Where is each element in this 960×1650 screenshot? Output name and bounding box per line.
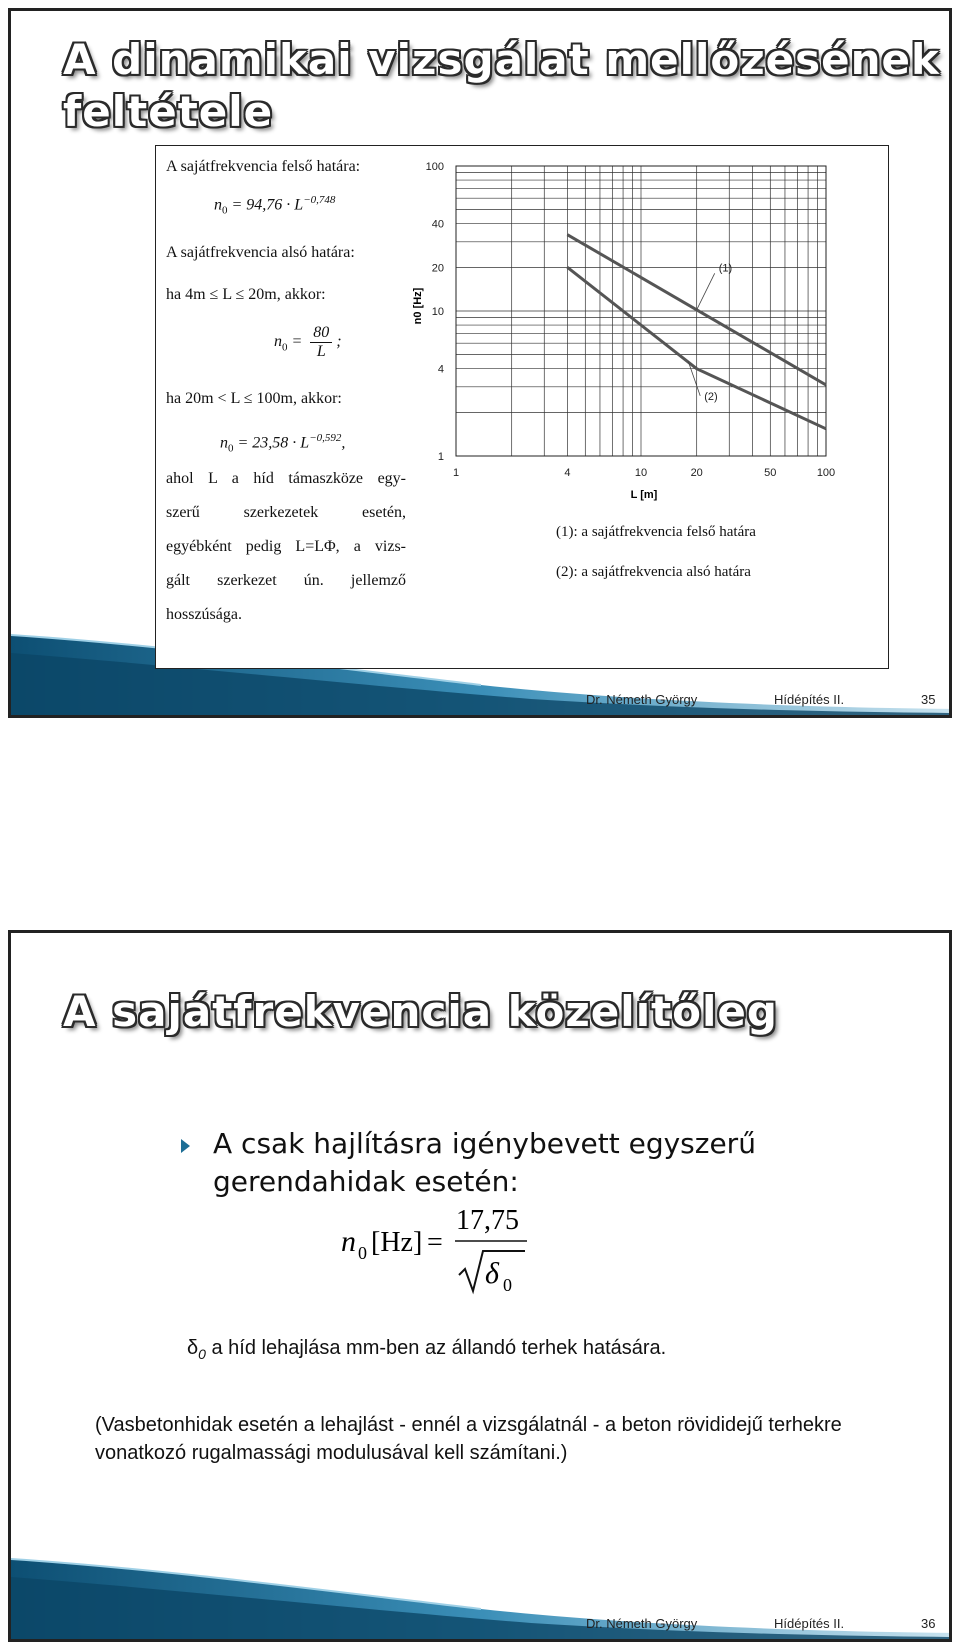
explanation-line-5: hosszúsága. [166, 606, 242, 623]
footer-course: Hídépítés II. [774, 1616, 845, 1631]
condition-1: ha 4m ≤ L ≤ 20m, akkor: [166, 286, 326, 303]
bullet-arrow-icon [181, 1139, 190, 1153]
y-tick-label: 100 [425, 161, 444, 173]
explanation-line-3: egyébként pedig L=LΦ, a vizs- [166, 538, 406, 555]
legend-entry-2: (2): a sajátfrekvencia alsó határa [556, 564, 751, 580]
svg-text:0: 0 [358, 1243, 367, 1263]
footer-page-number: 35 [921, 692, 936, 707]
upper-limit-label: A sajátfrekvencia felső határa: [166, 158, 361, 175]
y-axis-label: n0 [Hz] [412, 287, 424, 325]
slide-title-line2: feltétele [63, 87, 274, 136]
y-tick-label: 40 [431, 218, 444, 231]
footer-page-number: 36 [921, 1616, 936, 1631]
footer-author: Dr. Németh György [586, 1616, 698, 1631]
svg-text:=: = [427, 1227, 443, 1258]
series-1-callout-line [697, 273, 715, 309]
concrete-note: (Vasbetonhidak esetén a lehajlást - ennél a vizsgálatnál - a beton rövididejű terhekre vonatkozó rugalmassági modulusával kell számítani.) [95, 1414, 842, 1464]
series-1-callout-label: (1) [718, 262, 733, 275]
frequency-limit-chart [411, 146, 841, 516]
explanation-line-1: ahol L a híd támaszköze egy- [166, 470, 406, 487]
svg-text:17,75: 17,75 [456, 1205, 519, 1236]
formula-lower-limit: $n_0 = 23,58 \cdot L^{-0,592}$, [220, 432, 346, 455]
y-tick-label: 20 [431, 262, 444, 275]
x-tick-label: 100 [816, 467, 836, 479]
x-tick-label: 4 [564, 467, 571, 479]
slide-36 [8, 930, 952, 1642]
y-tick-label: 4 [437, 363, 444, 376]
x-tick-label: 50 [764, 467, 777, 479]
lower-limit-label: A sajátfrekvencia alsó határa: [166, 244, 355, 261]
footer-author: Dr. Németh György [586, 692, 698, 707]
slide-35 [8, 8, 952, 718]
explanation-line-4: gált szerkezet ún. jellemző [166, 572, 406, 589]
legend-entry-1: (1): a sajátfrekvencia felső határa [556, 524, 756, 540]
x-axis-label: L [m] [630, 489, 658, 501]
x-tick-label: 20 [690, 467, 703, 479]
formula-render [341, 1191, 561, 1301]
formula-middle: $n_0$ = $\frac{80}{L}$ ; [274, 324, 342, 360]
formula-upper-limit: $n_0 = 94,76 \cdot L^{-0,748}$ [214, 194, 336, 217]
x-tick-label: 10 [634, 467, 648, 479]
explanation-line-2: szerű szerkezetek esetén, [166, 504, 406, 521]
svg-text:0: 0 [503, 1275, 512, 1295]
slide-title: A sajátfrekvencia közelítőleg [63, 987, 778, 1036]
svg-text:n: n [341, 1225, 356, 1258]
condition-2: ha 20m < L ≤ 100m, akkor: [166, 390, 342, 407]
delta-explanation: $\delta_0$ a híd lehajlása mm-ben az állandó terhek hatására. [187, 1337, 667, 1362]
series-2-callout-label: (2) [704, 390, 718, 403]
slide-title-line1: A dinamikai vizsgálat mellőzésének [63, 35, 940, 84]
y-tick-label: 1 [437, 451, 444, 463]
y-tick-label: 10 [431, 306, 444, 318]
x-tick-label: 1 [452, 467, 460, 479]
svg-text:δ: δ [485, 1257, 499, 1290]
svg-text:[Hz]: [Hz] [371, 1227, 423, 1258]
footer-course: Hídépítés II. [774, 692, 845, 707]
frequency-formula [341, 1191, 561, 1309]
content-box [155, 145, 889, 669]
bullet-text: A csak hajlításra igénybevett egyszerű gerendahidak esetén: [213, 1127, 756, 1198]
